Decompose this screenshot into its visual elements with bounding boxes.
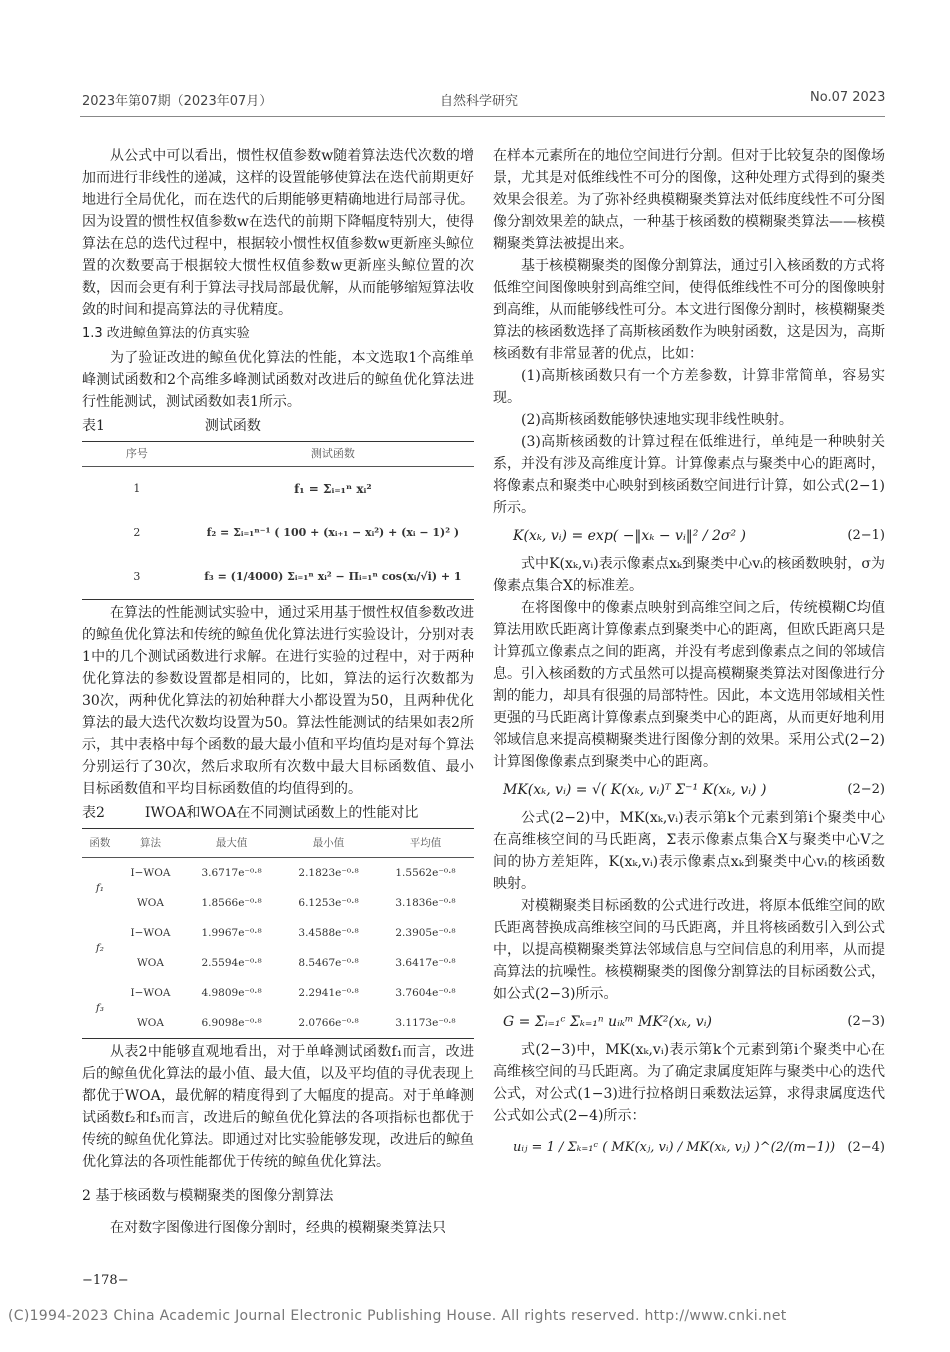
cell: WOA xyxy=(136,1017,164,1029)
cell: 1.9967e⁻⁰·⁸ xyxy=(201,927,262,939)
left-column xyxy=(82,145,474,1239)
equation-2-4 xyxy=(493,1137,885,1159)
cell: I−WOA xyxy=(130,987,171,999)
paragraph: 对模糊聚类目标函数的公式进行改进，将原本低维空间的欧氏距离替换成高维核空间的马氏距离，并且将核函数引入到公式中，以提高模糊聚类算法邻域信息与空间信息的利用率，从而提高算法的抗噪性。核模糊聚类的图像分割算法的目标函数公式，如公式(2−3)所示。 xyxy=(493,898,885,1002)
section-heading: 1.3 改进鲸鱼算法的仿真实验 xyxy=(82,326,250,341)
cell: 3.1836e⁻⁰·⁸ xyxy=(395,897,456,909)
table-row xyxy=(82,888,474,918)
paragraph: 在算法的性能测试实验中，通过采用基于惯性权值参数改进的鲸鱼优化算法和传统的鲸鱼优化算法进行实验设计，分别对表1中的几个测试函数进行求解。在进行实验的过程中，对于两种优化算法的参数设置都是相同的，比如，算法的运行次数都为30次，两种优化算法的初始种群大小都设置为50，且两种优化算法的最大迭代次数均设置为50。算法性能测试的结果如表2所示，其中表格中每个函数的最大最小值和平均值均是对每个算法分别运行了30次，然后求取所有次数中最大目标函数值、最小目标函数值和平均目标函数值的均值得到的。 xyxy=(82,605,474,797)
equation-2-2 xyxy=(493,779,885,801)
cell: I−WOA xyxy=(130,867,171,879)
list-item: (1)高斯核函数只有一个方差参数，计算非常简单，容易实现。 xyxy=(493,368,885,406)
cell: f₃ xyxy=(95,1002,104,1014)
equation-number: (2−4) xyxy=(847,1140,885,1155)
column-header: 序号 xyxy=(82,442,192,467)
cell: 1 xyxy=(133,482,141,495)
list-item: (3)高斯核函数的计算过程在低维进行，单纯是一种映射关系，并没有涉及高维度计算。计算像素点与聚类中心的距离时，将像素点和聚类中心映射到核函数空间进行计算，如公式(2−1)所示。 xyxy=(493,434,885,516)
table-title: 测试函数 xyxy=(204,418,261,434)
paragraph: 公式(2−2)中，MK(xₖ,vᵢ)表示第k个元素到第i个聚类中心在高维核空间的马氏距离，Σ表示像素点集合X与聚类中心V之间的协方差矩阵，K(xₖ,vᵢ)表示像素点xₖ到聚类中心vᵢ的核函数映射。 xyxy=(493,810,885,892)
column-header: 平均值 xyxy=(377,829,474,858)
cell: 6.9098e⁻⁰·⁸ xyxy=(201,1017,262,1029)
formula-cell: f₂ = Σᵢ₌₁ⁿ⁻¹ ( 100 + (xᵢ₊₁ − xᵢ²) + (xᵢ − 1)² ) xyxy=(206,526,460,539)
section-heading: 2 基于核函数与模糊聚类的图像分割算法 xyxy=(82,1188,334,1204)
paragraph: 从表2中能够直观地看出，对于单峰测试函数f₁而言，改进后的鲸鱼优化算法的最小值、最大值，以及平均值的寻优表现上都优于WOA，最优解的精度得到了大幅度的提高。对于单峰测试函数f₂和f₃而言，改进后的鲸鱼优化算法的各项指标也都优于传统的鲸鱼优化算法。即通过对比实验能够发现，改进后的鲸鱼优化算法的各项性能都优于传统的鲸鱼优化算法。 xyxy=(82,1044,474,1170)
paragraph: 基于核模糊聚类的图像分割算法，通过引入核函数的方式将低维空间图像映射到高维空间，使得低维线性不可分的图像映射到高维，从而能够线性可分。本文进行图像分割时，核模糊聚类算法的核函数选择了高斯核函数作为映射函数，这是因为，高斯核函数有非常显著的优点，比如： xyxy=(493,258,885,362)
copyright-notice: (C)1994-2023 China Academic Journal Electronic Publishing House. All rights reserved. http://www.cnki.net xyxy=(8,1308,787,1324)
equation-body: K(xₖ, vᵢ) = exp( −‖xₖ − vᵢ‖² / 2σ² ) xyxy=(513,528,747,544)
table-test-functions xyxy=(82,441,474,600)
table-row xyxy=(82,511,474,555)
cell: 3 xyxy=(133,570,141,583)
table-title: IWOA和WOA在不同测试函数上的性能对比 xyxy=(144,805,419,821)
equation-2-3 xyxy=(493,1011,885,1033)
table-row xyxy=(82,858,474,889)
paragraph: 在将图像中的像素点映射到高维空间之后，传统模糊C均值算法用欧氏距离计算像素点到聚类中心的距离，但欧氏距离只是计算孤立像素点之间的距离，并没有考虑到像素点之间的邻域信息。引入核函数的方式虽然可以提高模糊聚类算法对图像进行分割的能力，却具有很强的局部特性。因此，本文选用邻域相关性更强的马氏距离计算像素点到聚类中心的距离，从而更好地利用邻域信息来提高模糊聚类进行图像分割的效果。采用公式(2−2)计算图像像素点到聚类中心的距离。 xyxy=(493,600,885,770)
cell: 3.4588e⁻⁰·⁸ xyxy=(298,927,359,939)
cell: 2.5594e⁻⁰·⁸ xyxy=(201,957,262,969)
cell: 3.1173e⁻⁰·⁸ xyxy=(395,1017,456,1029)
table-row xyxy=(82,978,474,1008)
table-performance xyxy=(82,828,474,1039)
table1-caption xyxy=(82,415,474,437)
equation-body: uᵢⱼ = 1 / Σₖ₌₁ᶜ ( MK(xⱼ, vᵢ) / MK(xₖ, vⱼ) )^(2/(m−1)) xyxy=(513,1140,836,1155)
table-row xyxy=(82,467,474,512)
paragraph: 为了验证改进的鲸鱼优化算法的性能，本文选取1个高维单峰测试函数和2个高维多峰测试函数对改进后的鲸鱼优化算法进行性能测试，测试函数如表1所示。 xyxy=(82,350,474,410)
column-header: 测试函数 xyxy=(192,442,474,467)
paragraph: 式(2−3)中，MK(xₖ,vᵢ)表示第k个元素到第i个聚类中心在高维核空间的马氏距离。为了确定隶属度矩阵与聚类中心的迭代公式，对公式(1−3)进行拉格朗日乘数法运算，求得隶属度迭代公式如公式(2−4)所示： xyxy=(493,1042,885,1124)
cell: WOA xyxy=(136,897,164,909)
formula-cell: f₃ = (1/4000) Σᵢ₌₁ⁿ xᵢ² − Πᵢ₌₁ⁿ cos(xᵢ/√i) + 1 xyxy=(204,570,462,583)
table2-caption xyxy=(82,802,474,824)
cell: WOA xyxy=(136,957,164,969)
paragraph: 在样本元素所在的地位空间进行分割。但对于比较复杂的图像场景，尤其是对低维线性不可分的图像，这种处理方式得到的聚类效果会很差。为了弥补经典模糊聚类算法对低纬度线性不可分图像分割效果差的缺点，一种基于核函数的模糊聚类算法——核模糊聚类算法被提出来。 xyxy=(493,148,885,252)
list-item: (2)高斯核函数能够快速地实现非线性映射。 xyxy=(521,412,793,428)
paragraph: 式中K(xₖ,vᵢ)表示像素点xₖ到聚类中心vᵢ的核函数映射，σ为像素点集合X的标准差。 xyxy=(493,556,885,594)
cell: f₁ xyxy=(95,882,104,894)
table-row xyxy=(82,1008,474,1039)
page-number: −178− xyxy=(82,1273,129,1288)
cell: 4.9809e⁻⁰·⁸ xyxy=(201,987,262,999)
column-header: 算法 xyxy=(118,829,183,858)
cell: 2.3905e⁻⁰·⁸ xyxy=(395,927,456,939)
header-left: 2023年第07期（2023年07月） xyxy=(82,94,273,109)
header-rule xyxy=(80,116,885,117)
table-label: 表1 xyxy=(82,418,105,434)
cell: 2.1823e⁻⁰·⁸ xyxy=(298,867,359,879)
cell: 3.7604e⁻⁰·⁸ xyxy=(395,987,456,999)
equation-number: (2−2) xyxy=(847,782,885,797)
formula-cell: f₁ = Σᵢ₌₁ⁿ xᵢ² xyxy=(294,482,372,496)
cell: 2 xyxy=(133,526,141,539)
paragraph: 从公式中可以看出，惯性权值参数w随着算法迭代次数的增加而进行非线性的递减，这样的设置能够使算法在迭代前期更好地进行全局优化，而在迭代的后期能够更精确地进行局部寻优。因为设置的惯性权值参数w在迭代的前期下降幅度特别大，使得算法在总的迭代过程中，根据较小惯性权值参数w更新座头鲸位置的次数要高于根据较大惯性权值参数w更新座头鲸位置的次数，因而会更有利于算法寻找局部最优解，从而能够缩短算法收敛的时间和提高算法的寻优精度。 xyxy=(82,148,474,318)
cell: 1.5562e⁻⁰·⁸ xyxy=(395,867,456,879)
cell: 2.0766e⁻⁰·⁸ xyxy=(298,1017,359,1029)
cell: 8.5467e⁻⁰·⁸ xyxy=(298,957,359,969)
column-header: 最大值 xyxy=(183,829,280,858)
cell: 3.6717e⁻⁰·⁸ xyxy=(201,867,262,879)
cell: 1.8566e⁻⁰·⁸ xyxy=(201,897,262,909)
equation-2-1 xyxy=(493,525,885,547)
column-header: 最小值 xyxy=(280,829,377,858)
cell: 3.6417e⁻⁰·⁸ xyxy=(395,957,456,969)
header-right: No.07 2023 xyxy=(810,90,886,105)
cell: 6.1253e⁻⁰·⁸ xyxy=(298,897,359,909)
cell: I−WOA xyxy=(130,927,171,939)
column-header: 函数 xyxy=(82,829,118,858)
table-row xyxy=(82,555,474,600)
table-row xyxy=(82,918,474,948)
table-row xyxy=(82,948,474,978)
table-label: 表2 xyxy=(82,805,105,821)
cell: f₂ xyxy=(95,942,104,954)
header-center: 自然科学研究 xyxy=(440,94,519,109)
equation-number: (2−3) xyxy=(847,1014,885,1029)
equation-body: MK(xₖ, vᵢ) = √( K(xₖ, vᵢ)ᵀ Σ⁻¹ K(xₖ, vᵢ) ) xyxy=(503,782,767,798)
paragraph: 在对数字图像进行图像分割时，经典的模糊聚类算法只 xyxy=(110,1220,446,1236)
cell: 2.2941e⁻⁰·⁸ xyxy=(298,987,359,999)
right-column xyxy=(493,145,885,1165)
equation-body: G = Σᵢ₌₁ᶜ Σₖ₌₁ⁿ uᵢₖᵐ MK²(xₖ, vᵢ) xyxy=(503,1014,712,1030)
equation-number: (2−1) xyxy=(847,528,885,543)
